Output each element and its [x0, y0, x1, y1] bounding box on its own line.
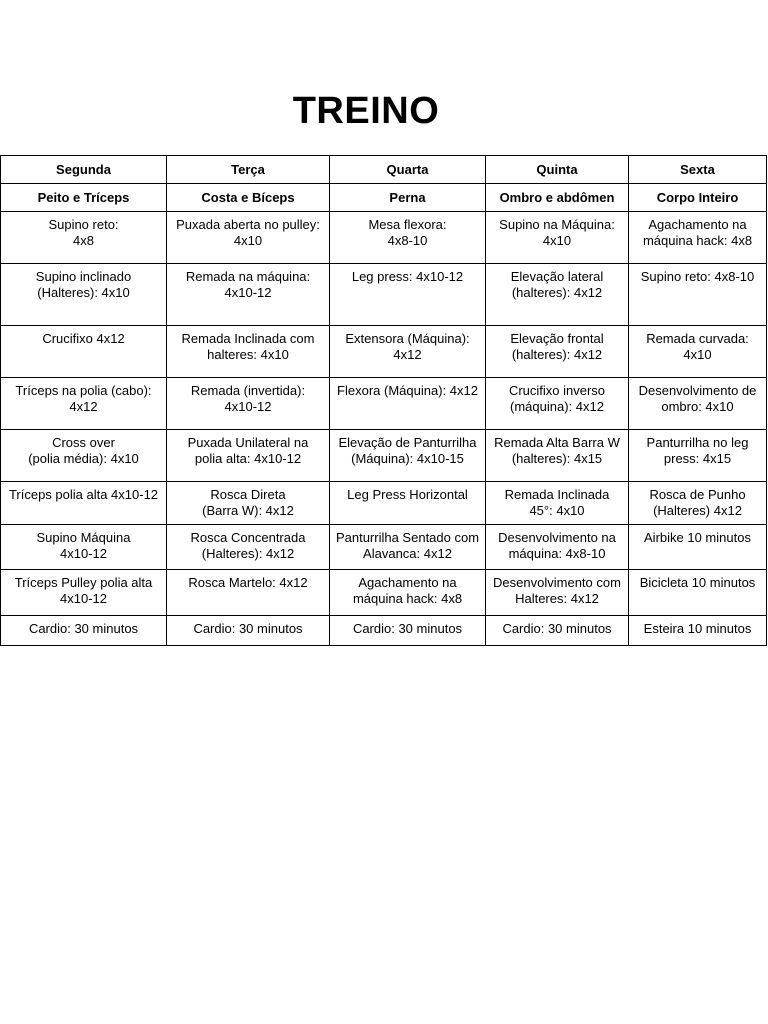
focus-header-quinta: Ombro e abdômen	[486, 184, 629, 212]
exercise-cell: Puxada aberta no pulley: 4x10	[167, 212, 330, 264]
exercise-cell: Agachamento na máquina hack: 4x8	[330, 570, 486, 616]
table-row	[1, 570, 767, 616]
day-header-row	[1, 156, 767, 184]
workout-table	[0, 155, 767, 646]
exercise-cell: Tríceps na polia (cabo): 4x12	[1, 378, 167, 430]
exercise-cell: Panturrilha Sentado com Alavanca: 4x12	[330, 525, 486, 570]
exercise-cell: Cardio: 30 minutos	[330, 616, 486, 646]
exercise-cell: Elevação frontal (halteres): 4x12	[486, 326, 629, 378]
focus-header-terca: Costa e Bíceps	[167, 184, 330, 212]
exercise-cell: Puxada Unilateral na polia alta: 4x10-12	[167, 430, 330, 482]
exercise-cell: Remada Alta Barra W (halteres): 4x15	[486, 430, 629, 482]
page-title: TREINO	[292, 90, 440, 132]
exercise-cell: Panturrilha no leg press: 4x15	[629, 430, 767, 482]
exercise-cell: Flexora (Máquina): 4x12	[330, 378, 486, 430]
exercise-cell: Supino reto: 4x8-10	[629, 264, 767, 326]
focus-header-quarta: Perna	[330, 184, 486, 212]
exercise-cell: Supino reto: 4x8	[1, 212, 167, 264]
table-row	[1, 525, 767, 570]
day-header-quarta: Quarta	[330, 156, 486, 184]
exercise-cell: Elevação de Panturrilha (Máquina): 4x10-15	[330, 430, 486, 482]
exercise-cell: Supino na Máquina: 4x10	[486, 212, 629, 264]
table-row	[1, 430, 767, 482]
exercise-cell: Airbike 10 minutos	[629, 525, 767, 570]
exercise-cell: Desenvolvimento com Halteres: 4x12	[486, 570, 629, 616]
day-header-sexta: Sexta	[629, 156, 767, 184]
exercise-cell: Rosca Concentrada (Halteres): 4x12	[167, 525, 330, 570]
table-row	[1, 482, 767, 525]
table-row	[1, 378, 767, 430]
exercise-cell: Rosca de Punho (Halteres) 4x12	[629, 482, 767, 525]
exercise-cell: Remada na máquina: 4x10-12	[167, 264, 330, 326]
exercise-cell: Rosca Direta (Barra W): 4x12	[167, 482, 330, 525]
exercise-cell: Agachamento na máquina hack: 4x8	[629, 212, 767, 264]
focus-header-row	[1, 184, 767, 212]
exercise-cell: Esteira 10 minutos	[629, 616, 767, 646]
exercise-cell: Remada (invertida): 4x10-12	[167, 378, 330, 430]
exercise-cell: Crucifixo inverso (máquina): 4x12	[486, 378, 629, 430]
exercise-cell: Cardio: 30 minutos	[486, 616, 629, 646]
exercise-cell: Leg Press Horizontal	[330, 482, 486, 525]
exercise-cell: Cross over (polia média): 4x10	[1, 430, 167, 482]
table-row	[1, 326, 767, 378]
exercise-cell: Desenvolvimento na máquina: 4x8-10	[486, 525, 629, 570]
table-row	[1, 616, 767, 646]
day-header-quinta: Quinta	[486, 156, 629, 184]
day-header-terca: Terça	[167, 156, 330, 184]
exercise-cell: Supino Máquina 4x10-12	[1, 525, 167, 570]
exercise-cell: Leg press: 4x10-12	[330, 264, 486, 326]
exercise-cell: Cardio: 30 minutos	[167, 616, 330, 646]
focus-header-segunda: Peito e Tríceps	[1, 184, 167, 212]
exercise-cell: Cardio: 30 minutos	[1, 616, 167, 646]
focus-header-sexta: Corpo Inteiro	[629, 184, 767, 212]
exercise-cell: Mesa flexora: 4x8-10	[330, 212, 486, 264]
day-header-segunda: Segunda	[1, 156, 167, 184]
exercise-cell: Remada curvada: 4x10	[629, 326, 767, 378]
exercise-cell: Extensora (Máquina): 4x12	[330, 326, 486, 378]
exercise-cell: Remada Inclinada 45°: 4x10	[486, 482, 629, 525]
exercise-cell: Remada Inclinada com halteres: 4x10	[167, 326, 330, 378]
exercise-cell: Crucifixo 4x12	[1, 326, 167, 378]
table-row	[1, 264, 767, 326]
exercise-cell: Desenvolvimento de ombro: 4x10	[629, 378, 767, 430]
exercise-cell: Bicicleta 10 minutos	[629, 570, 767, 616]
exercise-cell: Rosca Martelo: 4x12	[167, 570, 330, 616]
exercise-cell: Tríceps Pulley polia alta 4x10-12	[1, 570, 167, 616]
table-row	[1, 212, 767, 264]
exercise-cell: Supino inclinado (Halteres): 4x10	[1, 264, 167, 326]
exercise-cell: Elevação lateral (halteres): 4x12	[486, 264, 629, 326]
exercise-cell: Tríceps polia alta 4x10-12	[1, 482, 167, 525]
